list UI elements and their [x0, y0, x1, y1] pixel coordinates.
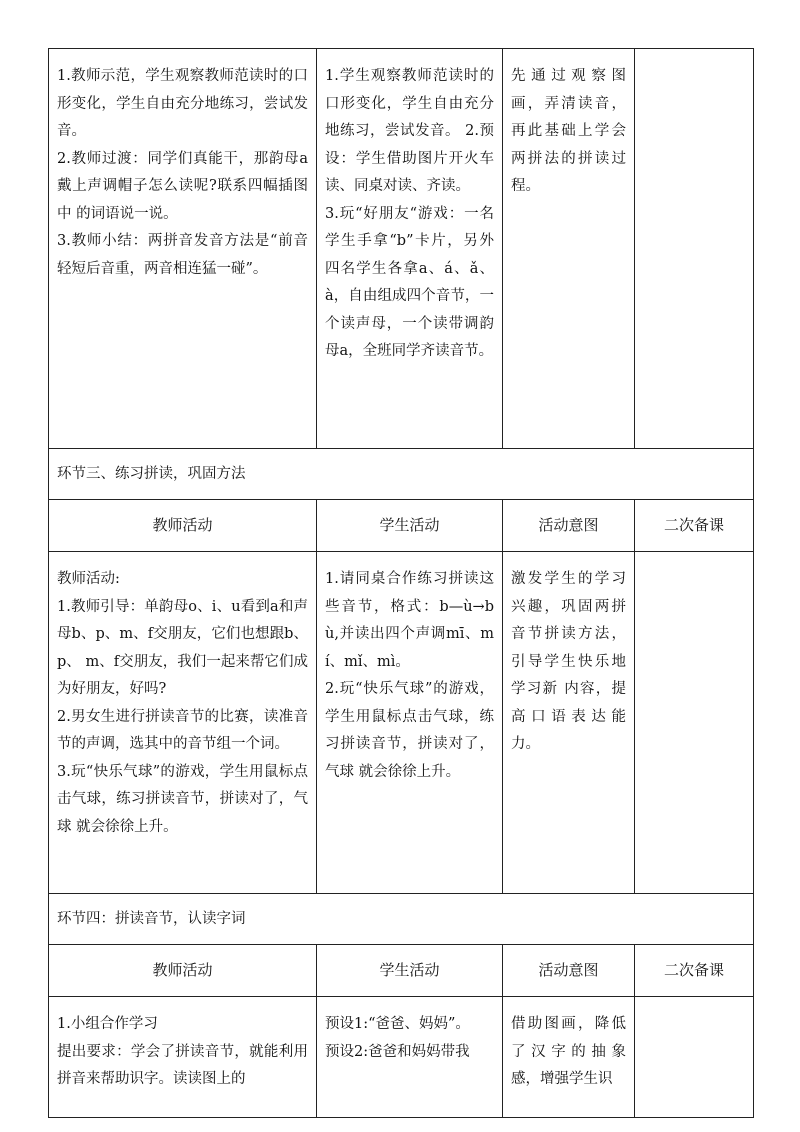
header-student-activity: 学生活动	[379, 960, 440, 979]
section-2-intent-text: 先通过观察图画，弄清读音，再此基础上学会两拼法的拼读过程。	[511, 68, 626, 194]
section-3-title-row	[49, 449, 754, 500]
section-3-intent-cell	[503, 552, 635, 894]
section-4-student-cell	[317, 997, 503, 1118]
section-3-teacher-cell	[49, 552, 317, 894]
section-2-teacher-item: 3.教师小结：两拼音发音方法是“前音轻短后音重，两音相连猛一碰”。	[57, 233, 308, 277]
header-second-prep: 二次备课	[663, 515, 724, 534]
section-4-title: 环节四：拼读音节，认读字词	[57, 911, 246, 927]
section-3-teacher-item: 3.玩“快乐气球”的游戏，学生用鼠标点击气球，练习拼读音节，拼读对了，气球 就会徐徐上升。	[57, 763, 308, 835]
header-teacher-activity: 教师活动	[152, 960, 213, 979]
section-3-student-item: 1.请同桌合作练习拼读这些音节，格式：b—ù→bù,并读出四个声调mī、mí、mǐ、mì。	[325, 571, 494, 670]
section-2-intent-cell	[503, 49, 635, 449]
section-3-student-cell	[317, 552, 503, 894]
section-4-teacher-cell	[49, 997, 317, 1118]
section-2-student-item: 3.玩“好朋友“游戏：一名学生手拿“b”卡片，另外四名学生各拿a、á、ǎ、à，自由组成四个音节，一个读声母，一个读带调韵母a，全班同学齐读音节。	[325, 205, 494, 359]
section-3-teacher-item: 1.教师引导：单韵母o、i、u看到a和声母b、p、m、f交朋友，它们也想跟b、p、 m、f交朋友，我们一起来帮它们成为好朋友，好吗?	[57, 598, 308, 697]
section-2-teacher-item: 1.教师示范，学生观察教师范读时的口形变化，学生自由充分地练习，尝试发音。	[57, 68, 308, 139]
section-2-teacher-cell	[49, 49, 317, 449]
section-4-intent-cell	[503, 997, 635, 1118]
section-3-student-item: 2.玩“快乐气球”的游戏，学生用鼠标点击气球，练习拼读音节，拼读对了，气球 就会徐徐上升。	[325, 681, 494, 780]
section-4-content-row	[49, 997, 754, 1118]
section-3-title: 环节三、练习拼读，巩固方法	[57, 466, 246, 482]
section-3-teacher-item: 教师活动:	[57, 571, 120, 587]
lesson-plan-table	[48, 48, 754, 1118]
header-student-activity: 学生活动	[379, 515, 440, 534]
section-3-intent-text: 激发学生的学习兴趣，巩固两拼音节拼读方法，引导学生快乐地学习新 内容，提高口语表达能力。	[511, 571, 626, 752]
section-4-second-prep-cell	[635, 997, 754, 1118]
section-2-student-cell	[317, 49, 503, 449]
section-2-student-item: 1.学生观察教师范读时的口形变化，学生自由充分地练习，尝试发音。 2.预设：学生借助图片开火车读、同桌对读、齐读。	[325, 68, 494, 194]
header-activity-intent: 活动意图	[538, 960, 599, 979]
section-2-second-prep-cell	[635, 49, 754, 449]
section-2-content-row	[49, 49, 754, 449]
section-2-teacher-item: 2.教师过渡：同学们真能干，那韵母a戴上声调帽子怎么读呢?联系四幅插图中 的词语说一说。	[57, 150, 308, 222]
section-3-second-prep-cell	[635, 552, 754, 894]
section-4-header-row	[49, 944, 754, 997]
section-3-teacher-item: 2.男女生进行拼读音节的比赛，读准音节的声调，选其中的音节组一个词。	[57, 708, 308, 752]
section-4-teacher-item: 1.小组合作学习	[57, 1016, 158, 1032]
section-4-intent-text: 借助图画，降低了汉字的抽象感，增强学生识	[511, 1016, 626, 1087]
section-4-title-row	[49, 894, 754, 945]
header-second-prep: 二次备课	[663, 960, 724, 979]
section-4-student-item: 预设1:“爸爸、妈妈”。	[325, 1016, 470, 1032]
section-3-content-row	[49, 552, 754, 894]
section-4-teacher-item: 提出要求：学会了拼读音节，就能利用拼音来帮助识字。读读图上的	[57, 1043, 308, 1087]
header-activity-intent: 活动意图	[538, 515, 599, 534]
section-3-header-row	[49, 499, 754, 552]
section-4-student-item: 预设2:爸爸和妈妈带我	[325, 1043, 470, 1060]
header-teacher-activity: 教师活动	[152, 515, 213, 534]
